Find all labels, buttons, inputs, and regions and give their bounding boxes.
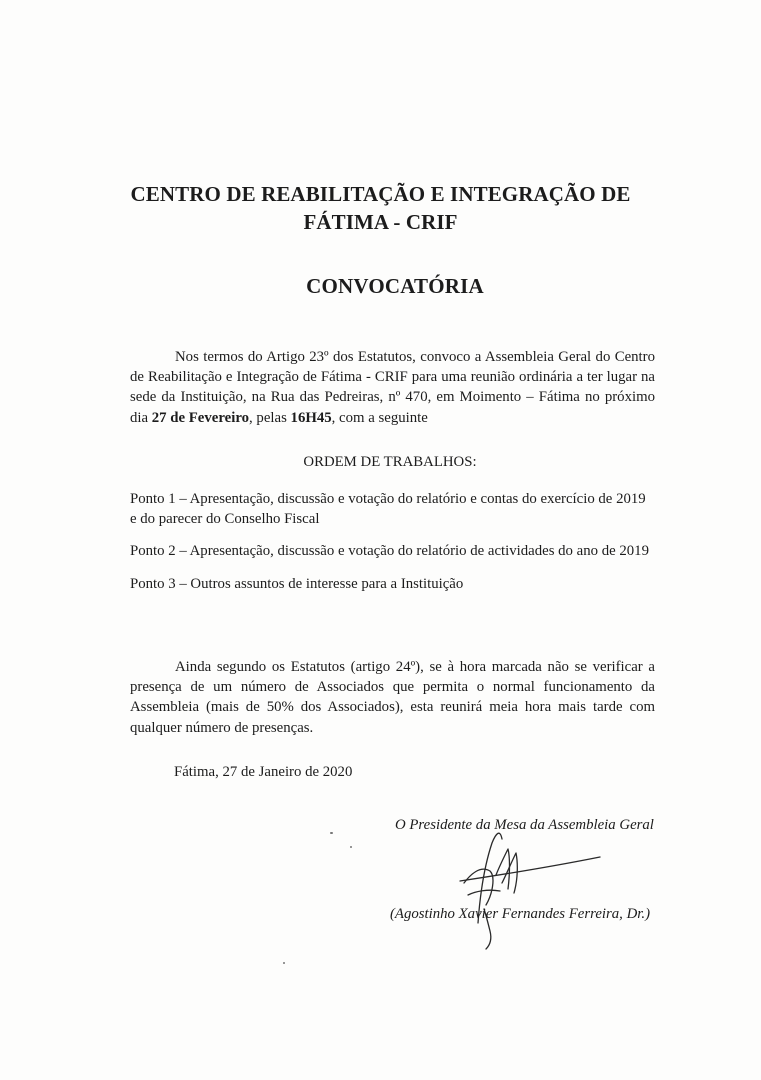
scan-speck [330,832,333,834]
intro-line-4-before-date: dia [130,409,152,426]
agenda-point-3 [130,574,660,594]
document-title: CONVOCATÓRIA [306,274,484,298]
agenda-point-2-line1: Ponto 2 – Apresentação, discussão e votação do relatório de actividades do ano de 2019 [130,543,649,559]
closing-paragraph [130,657,655,738]
intro-line-4-between: , pelas [249,409,291,426]
place-and-date: Fátima, 27 de Janeiro de 2020 [174,764,353,780]
intro-paragraph [130,347,655,428]
closing-line-1: Ainda segundo os Estatutos (artigo 24º), se à hora marcada não se verificar a [175,659,655,675]
intro-line-4-after: , com a seguinte [331,409,428,426]
meeting-time: 16H45 [290,409,332,426]
agenda-point-2 [130,541,660,561]
intro-line-1: Nos termos do Artigo 23º dos Estatutos, convoco a Assembleia Geral do Centro [175,349,655,365]
scan-speck [283,962,285,964]
handwritten-signature [440,805,620,955]
organization-name-line2: FÁTIMA - CRIF [303,210,458,234]
meeting-date: 27 de Fevereiro [151,409,250,426]
signatory-role: O Presidente da Mesa da Assembleia Geral [395,817,654,833]
closing-line-3: Assembleia (mais de 50% dos Associados), esta reunirá meia hora mais tarde com [130,699,655,716]
signatory-name: (Agostinho Xavier Fernandes Ferreira, Dr.) [390,906,650,922]
agenda-point-1-line1: Ponto 1 – Apresentação, discussão e votação do relatório e contas do exercício de 2019 [130,491,646,507]
intro-line-3: sede da Instituição, na Rua das Pedreiras, nº 470, em Moimento – Fátima no próximo [130,389,655,406]
intro-line-2: de Reabilitação e Integração de Fátima - CRIF para uma reunião ordinária a ter lugar na [130,369,655,386]
organization-name-line1: CENTRO DE REABILITAÇÃO E INTEGRAÇÃO DE [130,182,631,206]
organization-name [0,180,761,236]
agenda-point-1 [130,489,660,529]
closing-line-2: presença de um número de Associados que permita o normal funcionamento da [130,679,655,696]
agenda-heading: ORDEM DE TRABALHOS: [303,454,477,470]
closing-line-4: qualquer número de presenças. [130,719,314,736]
agenda-point-3-line1: Ponto 3 – Outros assuntos de interesse para a Instituição [130,576,464,592]
scan-speck [350,846,352,848]
intro-line-4 [130,408,655,428]
agenda-point-1-line2: e do parecer do Conselho Fiscal [130,511,320,528]
